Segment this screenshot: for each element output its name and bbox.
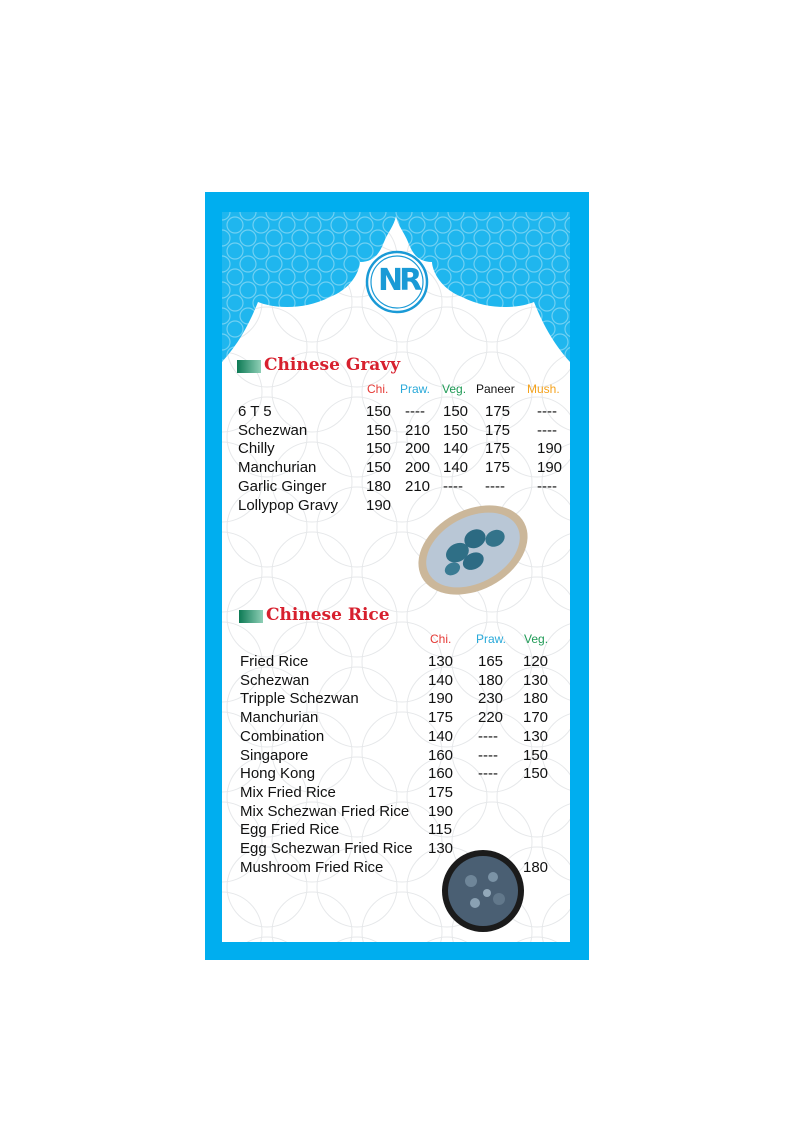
price-veg: 170 [523, 709, 549, 727]
col-head-veg: Veg. [442, 382, 467, 396]
item-name: Manchurian [238, 459, 317, 477]
price-paneer: 175 [485, 440, 511, 458]
price-chi: 190 [366, 496, 392, 514]
price-chi: 140 [428, 671, 454, 689]
price-chi: 130 [428, 840, 454, 857]
price-praw: 220 [478, 709, 504, 727]
price-chi: 190 [428, 690, 454, 708]
price-mush: ---- [537, 477, 557, 495]
menu-panel [222, 212, 570, 942]
price-mush: ---- [537, 421, 557, 439]
item-name: Egg Fried Rice [240, 821, 340, 839]
price-chi: 160 [428, 746, 454, 764]
item-name: Mushroom Fried Rice [240, 858, 384, 876]
col-head-mush: Mush. [527, 382, 560, 396]
price-praw: ---- [478, 765, 498, 783]
price-chi: 150 [366, 440, 392, 458]
price-praw: ---- [405, 403, 425, 420]
item-name: Tripple Schezwan [240, 690, 359, 708]
price-paneer: 175 [485, 421, 511, 439]
price-praw: 200 [405, 440, 431, 458]
price-praw: 210 [405, 421, 431, 439]
section-marker [239, 610, 263, 623]
section-marker [237, 360, 261, 373]
item-name: Chilly [238, 440, 275, 458]
price-veg: 150 [443, 421, 469, 439]
price-chi: 180 [366, 477, 392, 495]
col-head-chi: Chi. [430, 632, 452, 646]
item-name: Manchurian [240, 709, 319, 727]
price-paneer: 175 [485, 403, 511, 420]
section-title-chinese-rice: Chinese Rice [266, 605, 390, 625]
logo-text: NR [378, 263, 419, 298]
price-praw: 210 [405, 477, 431, 495]
item-name: Combination [240, 727, 325, 745]
item-name: Mix Schezwan Fried Rice [240, 802, 410, 820]
price-veg: 140 [443, 440, 469, 458]
item-name: Lollypop Gravy [238, 496, 339, 514]
price-praw: 230 [478, 690, 504, 708]
price-veg: ---- [443, 477, 463, 495]
item-name: Singapore [240, 746, 309, 764]
item-name: Fried Rice [240, 653, 309, 670]
price-praw: 180 [478, 671, 504, 689]
section-title-chinese-gravy: Chinese Gravy [264, 355, 401, 375]
price-veg: 130 [523, 727, 549, 745]
price-veg: 150 [443, 403, 469, 420]
item-name: Hong Kong [240, 765, 316, 783]
price-paneer: ---- [485, 477, 505, 495]
price-chi: 190 [428, 802, 454, 820]
price-chi: 140 [428, 727, 454, 745]
price-veg: 130 [523, 671, 549, 689]
price-veg: 120 [523, 653, 549, 670]
col-head-paneer: Paneer [476, 382, 515, 396]
gravy-dish-image [408, 495, 538, 605]
item-name: 6 T 5 [238, 403, 272, 420]
item-name: Mix Fried Rice [240, 783, 336, 801]
price-veg: 180 [523, 690, 549, 708]
price-mush: 190 [537, 459, 563, 477]
price-veg: 140 [443, 459, 469, 477]
price-chi: 150 [366, 459, 392, 477]
col-head-chi: Chi. [367, 382, 389, 396]
price-chi: 130 [428, 653, 454, 670]
item-name: Garlic Ginger [238, 477, 327, 495]
menu-card [205, 192, 589, 960]
price-chi: 115 [428, 821, 452, 839]
price-praw: ---- [478, 746, 498, 764]
price-chi: 150 [366, 421, 392, 439]
price-chi: 150 [366, 403, 392, 420]
col-head-praw: Praw. [400, 382, 431, 396]
price-praw: 165 [478, 653, 504, 670]
item-name: Schezwan [238, 421, 308, 439]
price-veg: 150 [523, 765, 549, 783]
price-paneer: 175 [485, 459, 511, 477]
price-chi: 175 [428, 709, 454, 727]
price-chi: 160 [428, 765, 454, 783]
col-head-veg: Veg. [524, 632, 549, 646]
price-mush: 190 [537, 440, 563, 458]
price-veg: 150 [523, 746, 549, 764]
item-name: Egg Schezwan Fried Rice [240, 840, 413, 857]
col-head-praw: Praw. [476, 632, 507, 646]
item-name: Schezwan [240, 671, 310, 689]
price-praw: ---- [478, 727, 498, 745]
price-chi: 175 [428, 783, 454, 801]
price-mush: ---- [537, 403, 557, 420]
price-praw: 200 [405, 459, 431, 477]
price-veg: 180 [523, 858, 549, 876]
rice-dish-image [441, 849, 525, 933]
